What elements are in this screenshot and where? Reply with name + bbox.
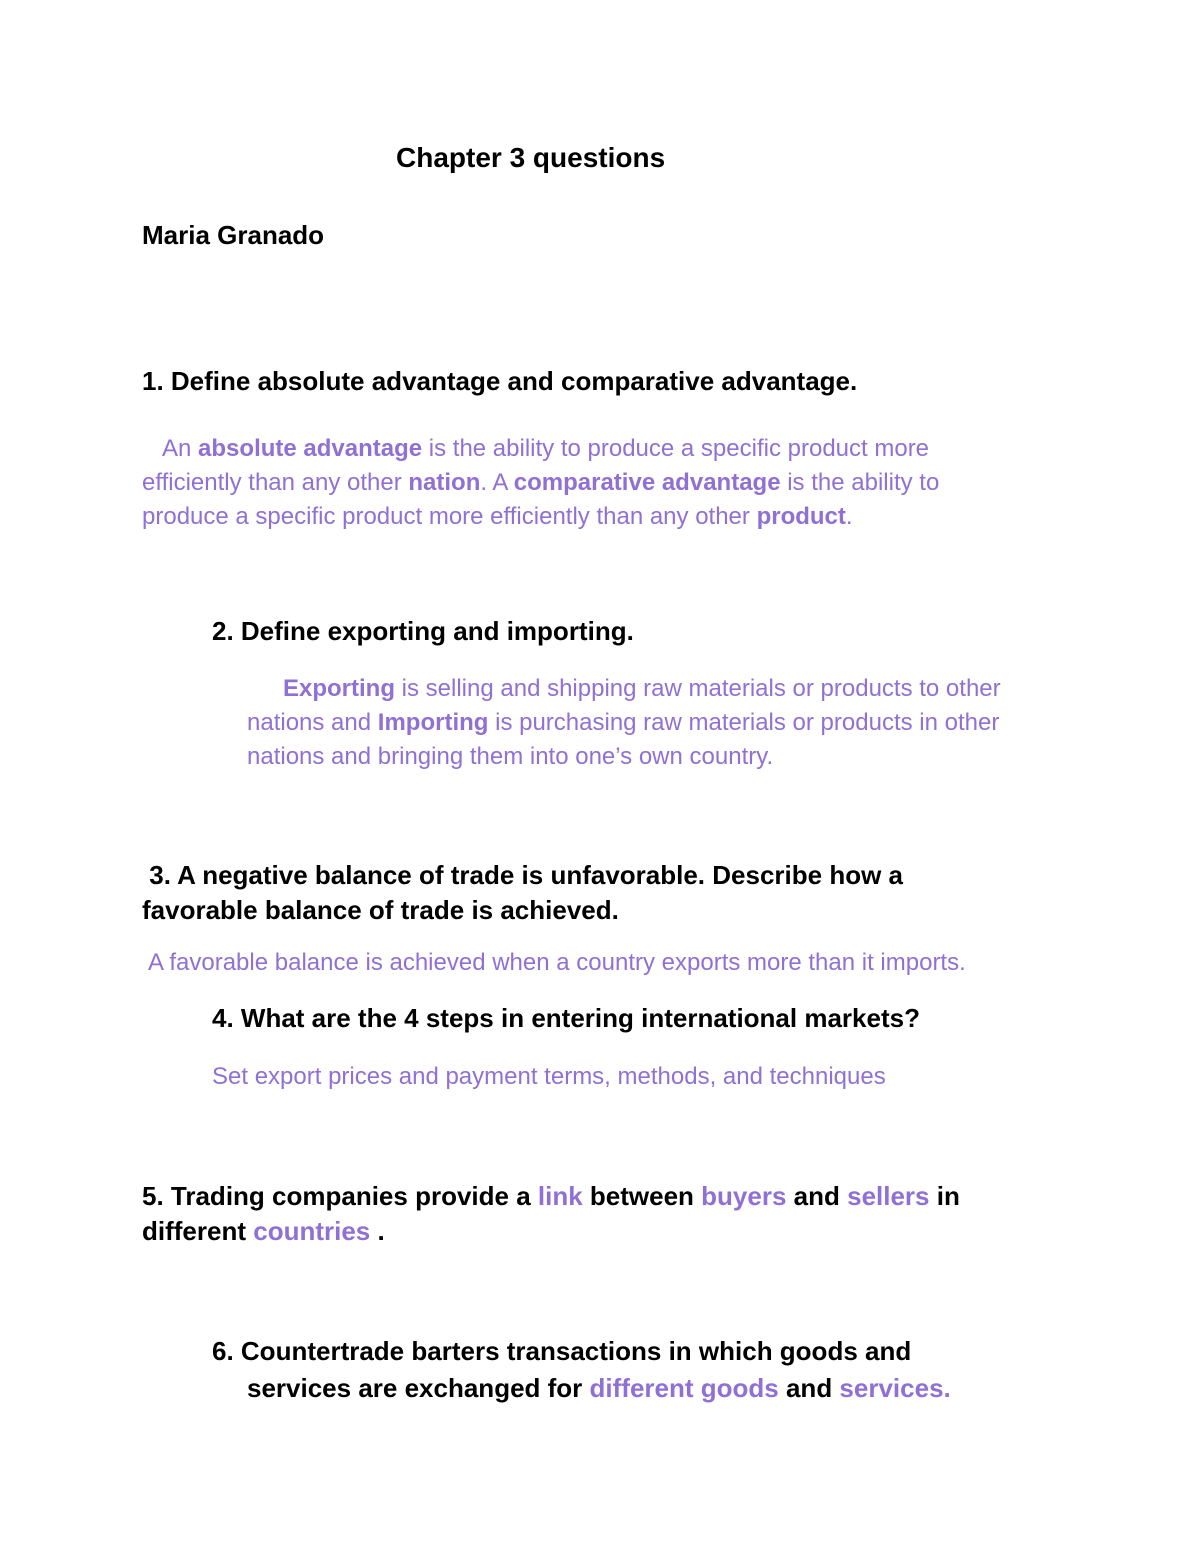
question-1: 1. Define absolute advantage and comparative advantage. bbox=[142, 366, 858, 396]
answer-1 bbox=[142, 432, 939, 534]
answer-1-line-2: efficiently than any other nation. A comparative advantage is the ability to bbox=[142, 469, 940, 496]
question-4: 4. What are the 4 steps in entering international markets? bbox=[212, 1003, 920, 1033]
question-3-line-1: 3. A negative balance of trade is unfavorable. Describe how a bbox=[149, 860, 903, 890]
answer-1-line-3: produce a specific product more efficiently than any other product. bbox=[142, 503, 853, 530]
page-title: Chapter 3 questions bbox=[396, 142, 666, 173]
author-name: Maria Granado bbox=[142, 220, 325, 250]
question-3 bbox=[142, 858, 903, 928]
answer-2-line-3: nations and bringing them into one’s own country. bbox=[247, 743, 774, 770]
answer-3: A favorable balance is achieved when a country exports more than it imports. bbox=[148, 949, 966, 976]
question-2: 2. Define exporting and importing. bbox=[212, 616, 634, 646]
question-5-line-1: 5. Trading companies provide a link between buyers and sellers in bbox=[142, 1181, 960, 1211]
answer-2-line-1: Exporting is selling and shipping raw materials or products to other bbox=[283, 675, 1001, 702]
question-5-line-2: different countries . bbox=[142, 1216, 385, 1246]
blank-different-goods: different goods bbox=[589, 1373, 779, 1403]
blank-link: link bbox=[537, 1181, 583, 1211]
answer-2-line-2: nations and Importing is purchasing raw materials or products in other bbox=[247, 709, 1000, 736]
blank-sellers: sellers bbox=[847, 1181, 930, 1211]
question-3-line-2: favorable balance of trade is achieved. bbox=[142, 895, 619, 925]
question-5 bbox=[142, 1179, 960, 1249]
question-6-line-2: services are exchanged for different goods and services. bbox=[247, 1373, 951, 1403]
answer-2 bbox=[247, 672, 1001, 774]
answer-4: Set export prices and payment terms, methods, and techniques bbox=[212, 1063, 886, 1090]
blank-services: services. bbox=[839, 1373, 951, 1403]
blank-buyers: buyers bbox=[701, 1181, 787, 1211]
answer-1-line-1: An absolute advantage is the ability to produce a specific product more bbox=[162, 435, 930, 462]
question-6 bbox=[212, 1334, 951, 1406]
blank-countries: countries bbox=[253, 1216, 371, 1246]
question-6-line-1: 6. Countertrade barters transactions in which goods and bbox=[212, 1336, 912, 1366]
